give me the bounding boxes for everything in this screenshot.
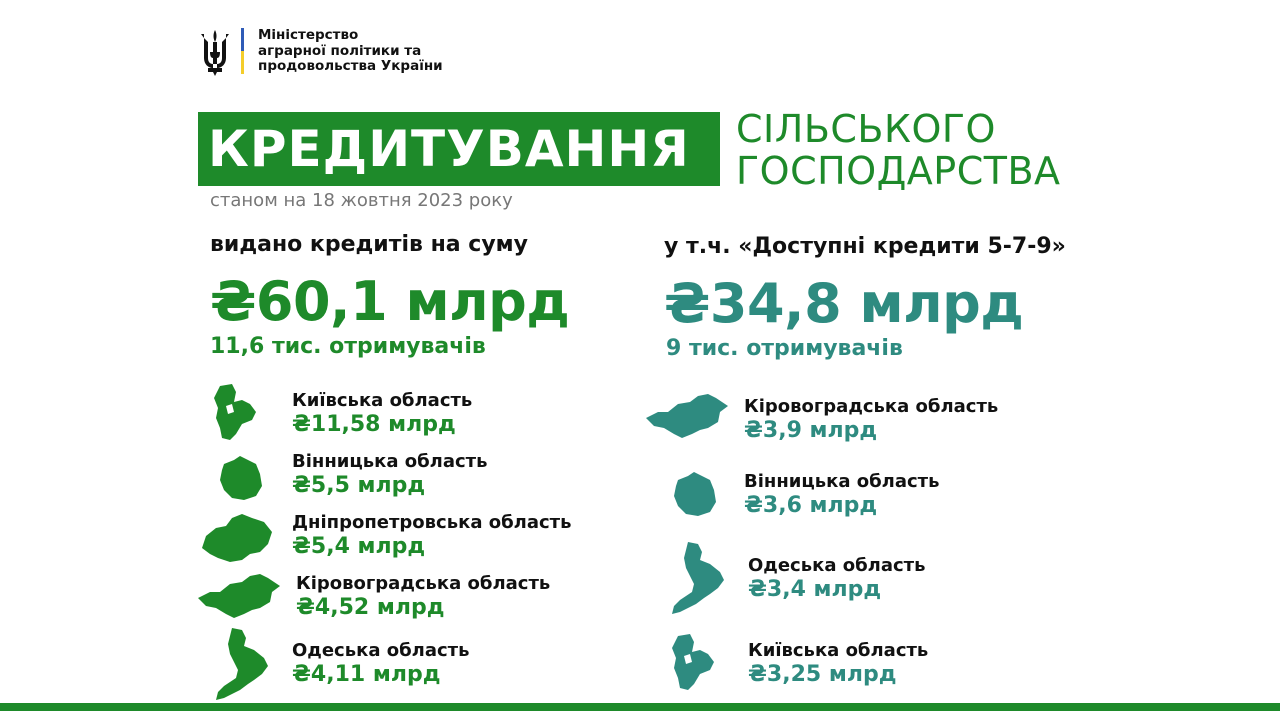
region-value: ₴3,9 млрд [744, 418, 878, 443]
ministry-line: Міністерство [258, 27, 359, 43]
kirovohrad-oblast-map-icon [198, 574, 280, 618]
region-name: Вінницька область [744, 471, 940, 492]
ministry-name [258, 28, 443, 75]
title-subtitle-line: СІЛЬСЬКОГО [736, 107, 996, 151]
region-value: ₴5,4 млрд [292, 534, 426, 559]
region-name: Дніпропетровська область [292, 512, 572, 533]
region-value: ₴11,58 млрд [292, 412, 456, 437]
left-recipients: 11,6 тис. отримувачів [210, 334, 486, 359]
region-value: ₴3,6 млрд [744, 493, 878, 518]
region-name: Одеська область [292, 640, 470, 661]
dnipropetrovsk-oblast-map-icon [202, 514, 272, 562]
flag-divider [241, 28, 244, 74]
right-recipients: 9 тис. отримувачів [666, 336, 903, 361]
region-name: Кіровоградська область [744, 396, 999, 417]
ministry-line: аграрної політики та [258, 42, 422, 59]
region-name: Київська область [748, 640, 929, 661]
kyiv-oblast-map-icon [212, 384, 258, 442]
region-value: ₴5,5 млрд [292, 473, 426, 498]
left-heading: видано кредитів на суму [210, 232, 528, 257]
region-value: ₴3,25 млрд [748, 662, 897, 687]
region-name: Кіровоградська область [296, 573, 551, 594]
bottom-accent-bar [0, 703, 1280, 711]
region-value: ₴4,11 млрд [292, 662, 441, 687]
ministry-line: продовольства України [258, 58, 443, 74]
kirovohrad-oblast-map-icon [646, 394, 728, 438]
region-name: Вінницька область [292, 451, 488, 472]
right-total: ₴34,8 млрд [664, 272, 1024, 335]
page-title: КРЕДИТУВАННЯ [208, 120, 690, 178]
right-heading: у т.ч. «Доступні кредити 5-7-9» [664, 234, 1066, 259]
as-of-date: станом на 18 жовтня 2023 року [210, 190, 513, 211]
vinnytsia-oblast-map-icon [218, 456, 264, 500]
left-total: ₴60,1 млрд [210, 270, 570, 333]
vinnytsia-oblast-map-icon [672, 472, 718, 516]
trident-coat-of-arms-icon [198, 28, 232, 76]
odesa-oblast-map-icon [214, 628, 270, 700]
region-name: Київська область [292, 390, 473, 411]
kyiv-oblast-map-icon [670, 634, 716, 692]
region-value: ₴4,52 млрд [296, 595, 445, 620]
title-subtitle [736, 108, 1061, 192]
region-name: Одеська область [748, 555, 926, 576]
odesa-oblast-map-icon [670, 542, 726, 614]
title-subtitle-line: ГОСПОДАРСТВА [736, 149, 1061, 193]
region-value: ₴3,4 млрд [748, 577, 882, 602]
